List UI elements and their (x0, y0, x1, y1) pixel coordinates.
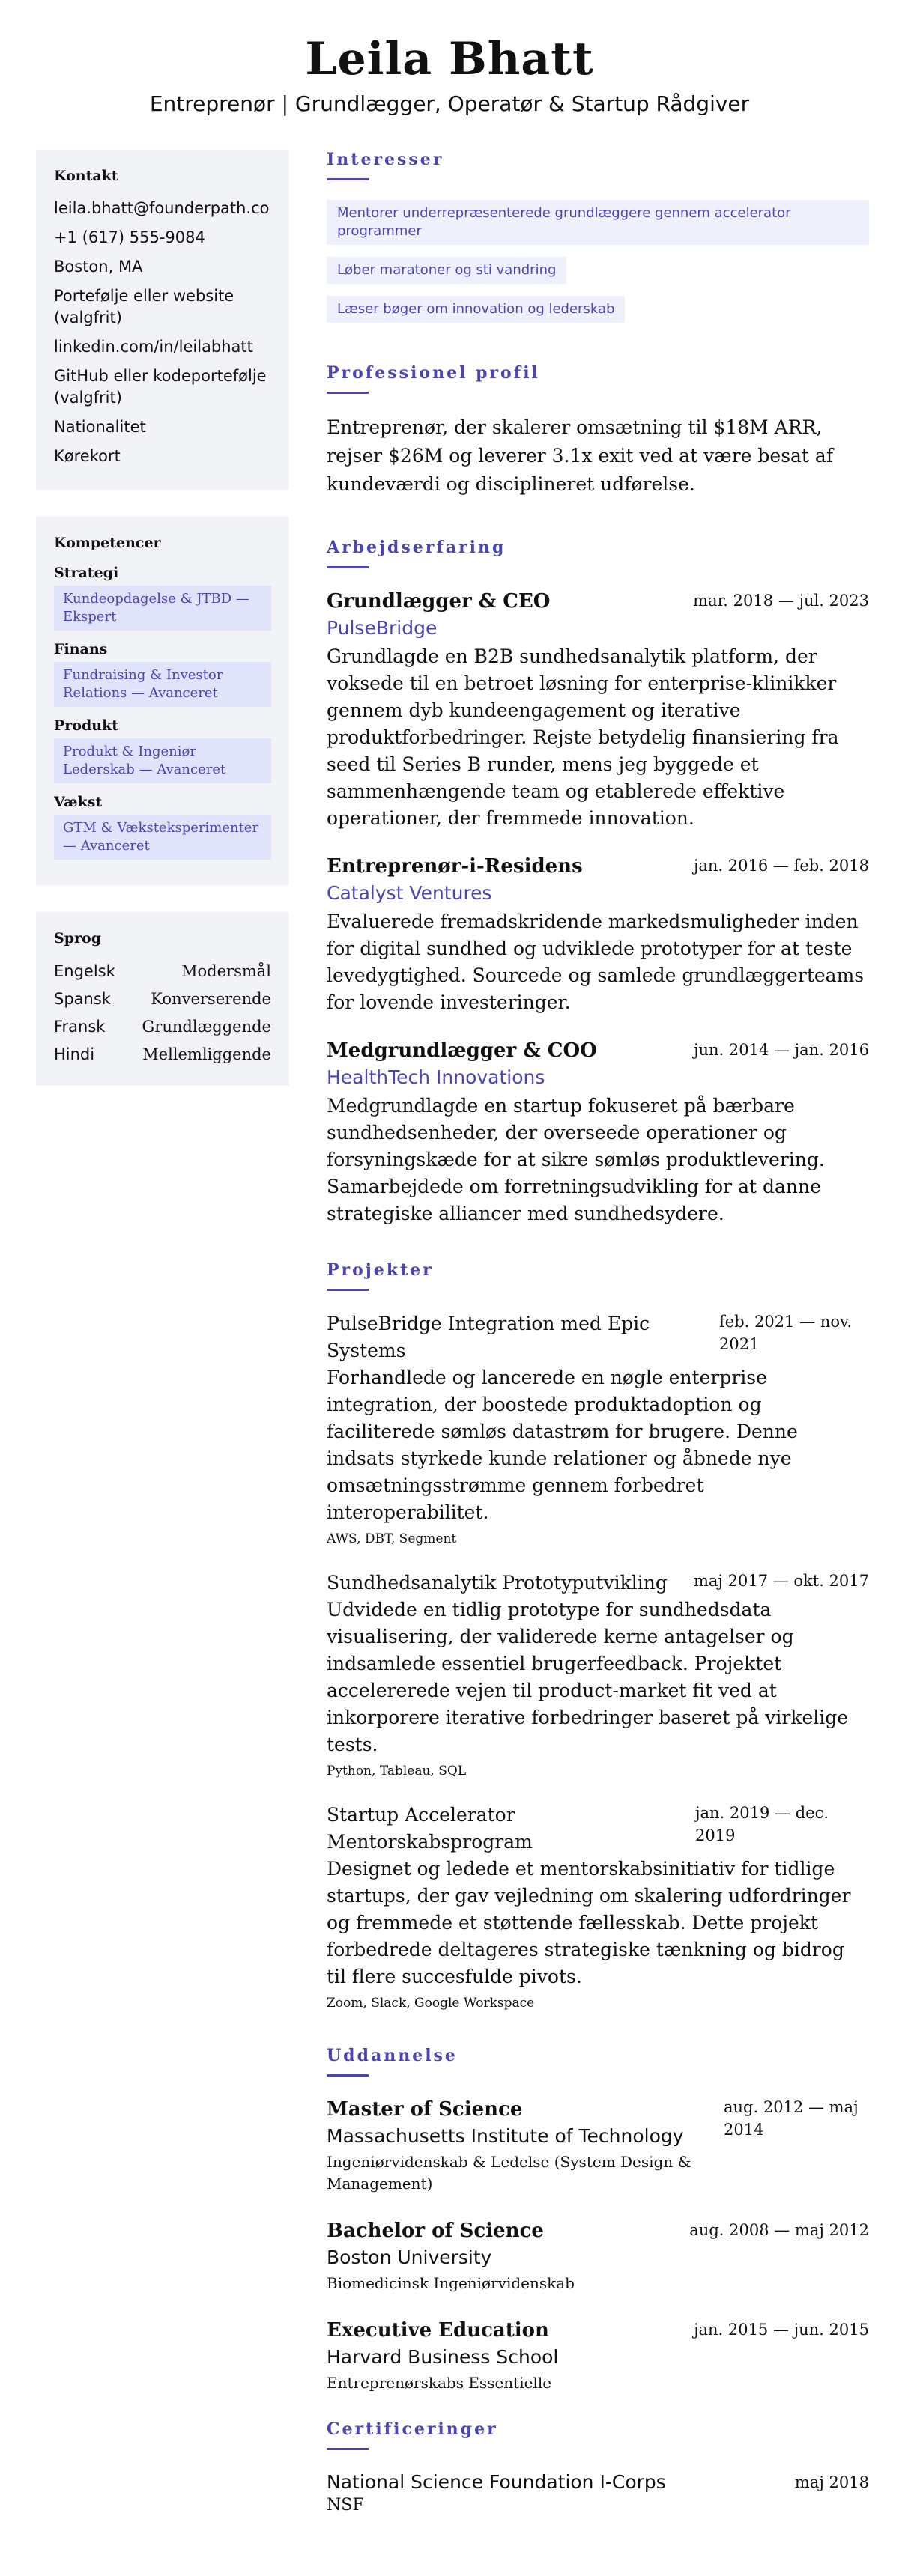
interest-chip: Læser bøger om innovation og lederskab (327, 296, 625, 323)
skill-group-name: Vækst (54, 794, 103, 810)
section-divider (327, 2448, 369, 2450)
project-entry (327, 1570, 869, 1781)
profile-text: Entreprenør, der skalerer omsætning til $18M ARR, rejser $26M og leverer 3.1x exit ved at være besat af kundeværdi og disciplineret udførelse. (327, 416, 834, 495)
person-subtitle: Entreprenør | Grundlægger, Operatør & Startup Rådgiver (149, 91, 750, 116)
school-name: Harvard Business School (327, 2346, 559, 2368)
interest-chip: Mentorer underrepræsenterede grundlæggere gennem accelerator programmer (327, 200, 869, 245)
project-name: PulseBridge Integration med Epic Systems (327, 1313, 650, 1361)
education-entry (327, 2096, 869, 2195)
project-entry (327, 1310, 869, 1549)
experience-section (327, 538, 869, 1227)
study-field: Ingeniørvidenskab & Ledelse (System Design & Management) (327, 2153, 691, 2193)
education-entry (327, 2217, 869, 2294)
study-field: Biomedicinsk Ingeniørvidenskab (327, 2274, 575, 2292)
job-company: Catalyst Ventures (327, 882, 492, 904)
job-title: Grundlægger & CEO (327, 590, 551, 613)
project-date: maj 2017 — okt. 2017 (693, 1572, 869, 1590)
contact-email: leila.bhatt@founderpath.co (54, 199, 270, 217)
contact-phone: +1 (617) 555-9084 (54, 228, 205, 246)
degree-title: Executive Education (327, 2319, 549, 2342)
degree-title: Master of Science (327, 2098, 523, 2121)
contact-nationality: Nationalitet (54, 418, 146, 436)
languages-box (36, 912, 289, 1086)
job-title: Entreprenør-i-Residens (327, 855, 583, 878)
skill-chip: Fundraising & Investor Relations — Avanceret (54, 662, 271, 707)
language-name: Fransk (54, 1018, 106, 1036)
contact-license: Kørekort (54, 447, 121, 465)
project-description: Forhandlede og lancerede en nøgle enterprise integration, der boostede produktadoption og faciliterede sømløs datastrøm for brugere. Denne indsats styrkede kunde relationer og åbnede nye omsætningsstrømme gennem forbedret interoperabilitet. (327, 1367, 798, 1523)
profile-section (327, 363, 869, 499)
language-name: Spansk (54, 990, 111, 1008)
project-tech: Zoom, Slack, Google Workspace (327, 1996, 535, 2011)
section-divider (327, 392, 369, 394)
certification-org: NSF (327, 2496, 364, 2515)
main-column (327, 150, 869, 2516)
contact-box (36, 150, 289, 490)
education-entry (327, 2317, 869, 2394)
school-name: Massachusetts Institute of Technology (327, 2125, 684, 2147)
skills-title: Kompetencer (54, 535, 161, 551)
job-company: HealthTech Innovations (327, 1066, 545, 1088)
job-date: mar. 2018 — jul. 2023 (693, 592, 869, 610)
skill-chip: Kundeopdagelse & JTBD — Ekspert (54, 586, 271, 631)
language-level: Konverserende (151, 990, 271, 1008)
section-title-certifications: Certificeringer (327, 2419, 498, 2439)
education-date: jan. 2015 — jun. 2015 (693, 2321, 869, 2339)
project-date: feb. 2021 — nov. 2021 (719, 1313, 853, 1353)
job-title: Medgrundlægger & COO (327, 1039, 597, 1062)
education-date: aug. 2008 — maj 2012 (689, 2221, 869, 2239)
certification-date: maj 2018 (794, 2473, 869, 2491)
education-section (327, 2046, 869, 2394)
language-row (54, 960, 271, 982)
resume-header (0, 31, 899, 118)
skills-box (36, 517, 289, 885)
certification-name: National Science Foundation I-Corps (327, 2471, 666, 2493)
section-divider (327, 2074, 369, 2077)
job-company: PulseBridge (327, 617, 438, 639)
skill-group-name: Produkt (54, 717, 119, 734)
projects-section (327, 1260, 869, 2013)
section-title-experience: Arbejdserfaring (327, 538, 506, 557)
person-name: Leila Bhatt (305, 33, 594, 85)
job-description: Evaluerede fremadskridende markedsmuligheder inden for digital sundhed og udviklede prototyper for at teste levedygtighed. Sourcede og samlede grundlæggerteams for lovende investeringer. (327, 911, 865, 1013)
section-title-interests: Interesser (327, 150, 444, 169)
language-name: Hindi (54, 1045, 95, 1063)
school-name: Boston University (327, 2247, 492, 2268)
project-date: jan. 2019 — dec. 2019 (695, 1804, 829, 1844)
skill-group-name: Finans (54, 641, 108, 657)
experience-entry (327, 1037, 869, 1227)
section-divider (327, 566, 369, 568)
skill-group-name: Strategi (54, 565, 119, 581)
section-title-projects: Projekter (327, 1260, 434, 1280)
job-date: jan. 2016 — feb. 2018 (693, 857, 869, 875)
degree-title: Bachelor of Science (327, 2220, 544, 2242)
project-description: Designet og ledede et mentorskabsinitiativ for tidlige startups, der gav vejledning om skalering udfordringer og fremmede et støttende fællesskab. Dette projekt forbedrede deltageres strategiske tænkning og bidrog til flere succesfulde pivots. (327, 1858, 851, 1987)
skill-chip: GTM & Væksteksperimenter — Avanceret (54, 815, 271, 860)
language-level: Modersmål (181, 962, 271, 980)
education-date: aug. 2012 — maj 2014 (724, 2098, 859, 2139)
section-title-education: Uddannelse (327, 2046, 458, 2065)
experience-entry (327, 588, 869, 832)
section-divider (327, 1289, 369, 1291)
sidebar (36, 150, 289, 1113)
section-title-profile: Professionel profil (327, 363, 540, 383)
job-description: Grundlagde en B2B sundhedsanalytik platform, der voksede til en betroet løsning for enterprise-klinikker gennem dyb kundeengagement og iterative produktforbedringer. Rejste betydelig finansiering fra seed til Series B runder, mens jeg byggede et sammenhængende team og etablerede effektive operationer, der fremmede innovation. (327, 645, 839, 829)
contact-portfolio: Portefølje eller website (valgfrit) (54, 287, 234, 326)
interests-section (327, 150, 869, 335)
languages-title: Sprog (54, 930, 101, 947)
contact-github: GitHub eller kodeportefølje (valgfrit) (54, 367, 267, 407)
section-divider (327, 178, 369, 180)
language-name: Engelsk (54, 962, 115, 980)
project-tech: AWS, DBT, Segment (327, 1531, 457, 1546)
experience-entry (327, 853, 869, 1016)
language-level: Mellemliggende (142, 1045, 271, 1063)
language-row (54, 1015, 271, 1038)
job-description: Medgrundlagde en startup fokuseret på bærbare sundhedsenheder, der overseede operationer og forsyningskæde for at sikre sømløs produktlevering. Samarbejdede om forretningsudvikling for at danne strategiske alliancer med sundhedsydere. (327, 1095, 825, 1224)
contact-title: Kontakt (54, 168, 118, 184)
contact-location: Boston, MA (54, 258, 143, 276)
language-level: Grundlæggende (142, 1018, 271, 1036)
certifications-section (327, 2419, 869, 2516)
skill-chip: Produkt & Ingeniør Lederskab — Avanceret (54, 738, 271, 783)
language-row (54, 988, 271, 1010)
contact-linkedin: linkedin.com/in/leilabhatt (54, 338, 253, 356)
certification-entry (327, 2470, 869, 2516)
interest-chip: Løber maratoner og sti vandring (327, 257, 566, 284)
project-description: Udvidede en tidlig prototype for sundhedsdata visualisering, der validerede kerne antagelser og indsamlede essentiel brugerfeedback. Projektet accelererede vejen til product-market fit ved at inkorporere iterative forbedringer baseret på virkelige tests. (327, 1599, 849, 1755)
project-entry (327, 1802, 869, 2013)
project-tech: Python, Tableau, SQL (327, 1764, 467, 1778)
job-date: jun. 2014 — jan. 2016 (693, 1041, 869, 1059)
project-name: Startup Accelerator Mentorskabsprogram (327, 1804, 533, 1853)
project-name: Sundhedsanalytik Prototyputvikling (327, 1572, 668, 1594)
language-row (54, 1043, 271, 1066)
study-field: Entreprenørskabs Essentielle (327, 2374, 552, 2392)
